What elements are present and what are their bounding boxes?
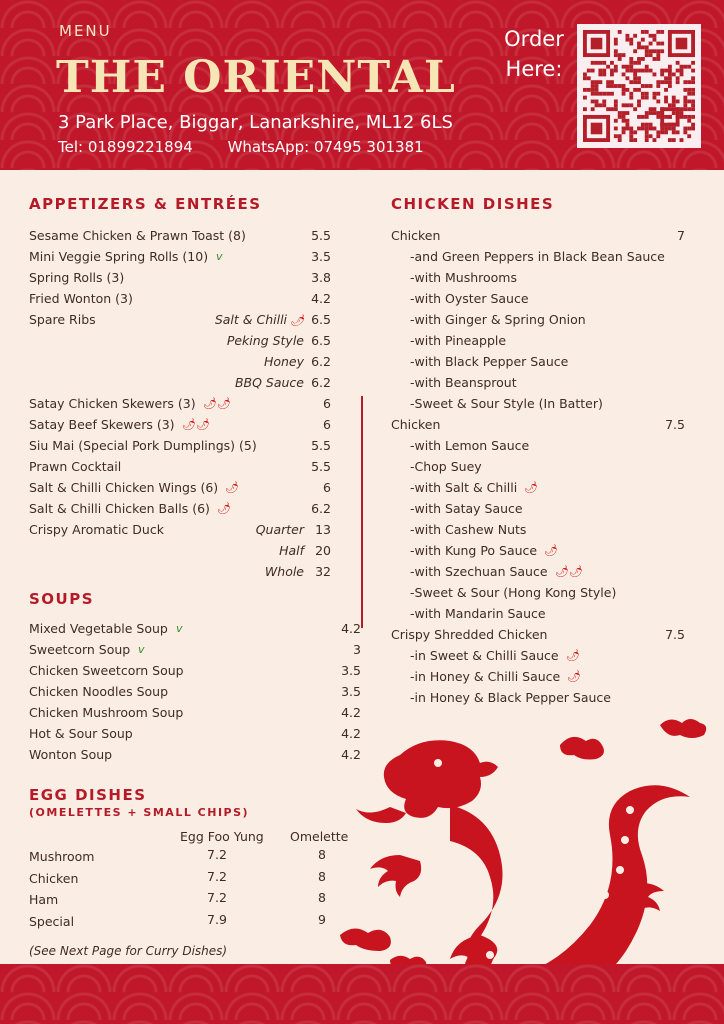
egg-dish-row	[29, 892, 349, 912]
item-price: 6	[323, 417, 331, 432]
item-price: 6.2	[311, 375, 331, 390]
item-name: -in Sweet & Chilli Sauce	[410, 648, 559, 663]
item-price: 7.5	[665, 627, 685, 642]
item-name: Mixed Vegetable Soup	[29, 621, 168, 636]
item-name: Crispy Shredded Chicken	[391, 627, 548, 642]
chicken-sub-item	[410, 396, 700, 416]
appetizer-item	[29, 333, 334, 353]
item-price: 6	[323, 480, 331, 495]
item-name: Siu Mai (Special Pork Dumplings) (5)	[29, 438, 257, 453]
chili-icon: 🌶🌶	[182, 418, 210, 431]
chicken-sub-item	[410, 291, 700, 311]
chili-icon: 🌶🌶	[555, 565, 583, 578]
appetizer-item	[29, 354, 334, 374]
item-name: Ham	[29, 892, 59, 907]
chicken-dishes-title: CHICKEN DISHES	[391, 195, 555, 213]
item-option-label: Whole	[264, 564, 304, 579]
order-here-label	[494, 24, 574, 84]
item-name: Spring Rolls (3)	[29, 270, 125, 285]
chicken-sub-item	[410, 543, 700, 563]
soup-item	[29, 684, 361, 704]
egg-foo-yung-price: 7.2	[207, 868, 227, 884]
appetizers-title: APPETIZERS & ENTRÉES	[29, 195, 262, 213]
egg-dish-row	[29, 849, 349, 869]
egg-foo-yung-price: 7.2	[207, 890, 227, 905]
soup-item	[29, 705, 361, 725]
item-name: Fried Wonton (3)	[29, 291, 133, 306]
soup-item	[29, 621, 361, 641]
soup-item	[29, 663, 361, 683]
item-name: Crispy Aromatic Duck	[29, 522, 164, 537]
item-name: Chicken	[391, 228, 441, 243]
item-name: Hot & Sour Soup	[29, 726, 133, 741]
item-name: Mini Veggie Spring Rolls (10)	[29, 249, 209, 264]
item-name: Satay Chicken Skewers (3)	[29, 396, 196, 411]
item-name: -with Mandarin Sauce	[410, 606, 546, 621]
item-price: 3	[353, 642, 361, 657]
appetizer-item	[29, 249, 334, 269]
egg-dish-row	[29, 911, 349, 934]
restaurant-address: 3 Park Place, Biggar, Lanarkshire, ML12 6LS	[58, 112, 453, 133]
order-here-line2: Here:	[505, 57, 563, 81]
soup-item	[29, 642, 361, 662]
chicken-sub-item	[410, 480, 700, 500]
item-name: -with Black Pepper Sauce	[410, 354, 569, 369]
appetizer-item	[29, 459, 334, 479]
restaurant-title: THE ORIENTAL	[56, 52, 456, 103]
item-name: Chicken	[29, 870, 79, 886]
item-name: Wonton Soup	[29, 747, 113, 762]
column-divider	[361, 396, 363, 628]
menu-label: MENU	[59, 22, 112, 40]
chicken-sub-item	[410, 669, 700, 689]
item-price: 4.2	[341, 705, 361, 720]
appetizer-item	[29, 543, 334, 563]
appetizer-item	[29, 564, 334, 584]
item-price: 4.2	[311, 291, 331, 306]
item-option-label: Quarter	[255, 522, 304, 537]
item-name: -with Lemon Sauce	[410, 438, 530, 453]
item-name: Chicken Sweetcorn Soup	[29, 663, 184, 678]
chicken-item	[391, 627, 685, 647]
item-price: 5.5	[311, 438, 331, 453]
order-here-line1: Order	[504, 27, 564, 51]
chicken-sub-item	[410, 354, 700, 374]
item-price: 20	[315, 543, 331, 558]
chicken-sub-item	[410, 648, 700, 668]
omelette-price: 9	[318, 911, 326, 927]
item-price: 6.5	[311, 312, 331, 327]
chili-icon: 🌶	[566, 649, 580, 662]
item-price: 4.2	[341, 747, 361, 762]
item-name: -with Pineapple	[410, 333, 507, 348]
omelette-price: 8	[318, 890, 326, 905]
chili-icon: 🌶	[225, 481, 239, 494]
item-name: Mushroom	[29, 849, 95, 864]
egg-dishes-subtitle: (OMELETTES + SMALL CHIPS)	[29, 806, 250, 819]
item-name: -and Green Peppers in Black Bean Sauce	[410, 249, 665, 264]
item-name: -Chop Suey	[410, 459, 482, 474]
item-name: -with Salt & Chilli	[410, 480, 518, 495]
vegetarian-icon: v	[216, 250, 223, 263]
appetizer-item	[29, 501, 334, 521]
appetizer-item	[29, 312, 334, 332]
item-name: -in Honey & Chilli Sauce	[410, 669, 561, 684]
item-option-label: Half	[279, 543, 304, 558]
item-price: 7	[677, 228, 685, 243]
appetizer-item	[29, 417, 334, 437]
chili-icon: 🌶	[290, 314, 304, 327]
soups-title: SOUPS	[29, 590, 95, 608]
chicken-sub-item	[410, 585, 700, 605]
footer-banner	[0, 964, 724, 1024]
item-name: -with Beansprout	[410, 375, 517, 390]
egg-foo-yung-price: 7.2	[207, 847, 227, 862]
item-name: -Sweet & Sour Style (In Batter)	[410, 396, 603, 411]
appetizer-item	[29, 480, 334, 500]
chicken-sub-item	[410, 375, 700, 395]
chicken-sub-item	[410, 522, 700, 542]
omelette-price: 8	[318, 868, 326, 884]
chicken-item	[391, 417, 685, 437]
item-name: Salt & Chilli Chicken Wings (6)	[29, 480, 219, 495]
chicken-sub-item	[410, 501, 700, 521]
item-name: -with Cashew Nuts	[410, 522, 527, 537]
item-price: 13	[315, 522, 331, 537]
item-name: -with Satay Sauce	[410, 501, 523, 516]
item-price: 4.2	[341, 621, 361, 636]
item-price: 7.5	[665, 417, 685, 432]
item-price: 32	[315, 564, 331, 579]
egg-dish-row	[29, 868, 349, 891]
item-name: -with Kung Po Sauce	[410, 543, 538, 558]
egg-foo-yung-header: Egg Foo Yung	[180, 829, 264, 844]
item-price: 3.5	[311, 249, 331, 264]
item-name: -with Mushrooms	[410, 270, 517, 285]
item-price: 5.5	[311, 459, 331, 474]
omelette-price: 8	[318, 847, 326, 862]
item-name: -with Szechuan Sauce	[410, 564, 548, 579]
item-price: 4.2	[341, 726, 361, 741]
item-option-label: Honey	[263, 354, 304, 369]
item-name: Satay Beef Skewers (3)	[29, 417, 175, 432]
appetizer-item	[29, 396, 334, 416]
chicken-sub-item	[410, 459, 700, 479]
chicken-sub-item	[410, 333, 700, 353]
omelette-header: Omelette	[290, 829, 349, 844]
appetizer-item	[29, 375, 334, 395]
appetizer-item	[29, 291, 334, 311]
item-name: Chicken Mushroom Soup	[29, 705, 184, 720]
chicken-sub-item	[410, 606, 700, 626]
item-option-label: Salt & Chilli	[214, 312, 288, 327]
appetizer-item	[29, 438, 334, 458]
chicken-sub-item	[410, 270, 700, 290]
item-name: Special	[29, 913, 75, 929]
chicken-sub-item	[410, 249, 700, 269]
vegetarian-icon: v	[138, 643, 145, 656]
telephone-number[interactable]: Tel: 01899221894	[58, 138, 193, 156]
appetizer-item	[29, 228, 334, 248]
curry-note: (See Next Page for Curry Dishes)	[29, 944, 228, 958]
chili-icon: 🌶	[524, 481, 538, 494]
chili-icon: 🌶	[217, 502, 231, 515]
item-price: 6	[323, 396, 331, 411]
soup-item	[29, 747, 361, 767]
chili-icon: 🌶🌶	[203, 397, 231, 410]
chicken-item	[391, 228, 685, 248]
item-name: Chicken Noodles Soup	[29, 684, 169, 699]
item-option-label: Peking Style	[226, 333, 304, 348]
item-name: Salt & Chilli Chicken Balls (6)	[29, 501, 210, 516]
item-name: Spare Ribs	[29, 312, 96, 327]
contact-line	[58, 138, 454, 156]
vegetarian-icon: v	[176, 622, 183, 635]
item-price: 6.2	[311, 354, 331, 369]
egg-dishes-title: EGG DISHES	[29, 786, 147, 804]
chili-icon: 🌶	[567, 670, 581, 683]
item-price: 3.5	[341, 663, 361, 678]
soup-item	[29, 726, 361, 746]
item-name: Sweetcorn Soup	[29, 642, 131, 657]
item-name: -in Honey & Black Pepper Sauce	[410, 690, 611, 705]
item-name: -with Ginger & Spring Onion	[410, 312, 586, 327]
item-option-label: BBQ Sauce	[234, 375, 304, 390]
chicken-sub-item	[410, 690, 700, 710]
appetizer-item	[29, 270, 334, 290]
egg-foo-yung-price: 7.9	[207, 911, 227, 927]
whatsapp-number[interactable]: WhatsApp: 07495 301381	[227, 138, 424, 156]
appetizer-item	[29, 522, 334, 542]
item-name: Chicken	[391, 417, 441, 432]
chili-icon: 🌶	[544, 544, 558, 557]
chicken-sub-item	[410, 312, 700, 332]
chicken-sub-item	[410, 438, 700, 458]
qr-code-icon[interactable]	[577, 24, 701, 148]
item-price: 6.2	[311, 501, 331, 516]
item-name: -Sweet & Sour (Hong Kong Style)	[410, 585, 617, 600]
item-name: -with Oyster Sauce	[410, 291, 529, 306]
item-name: Sesame Chicken & Prawn Toast (8)	[29, 228, 246, 243]
item-price: 6.5	[311, 333, 331, 348]
item-price: 3.8	[311, 270, 331, 285]
chicken-sub-item	[410, 564, 700, 584]
item-price: 5.5	[311, 228, 331, 243]
item-name: Prawn Cocktail	[29, 459, 122, 474]
item-price: 3.5	[341, 684, 361, 699]
